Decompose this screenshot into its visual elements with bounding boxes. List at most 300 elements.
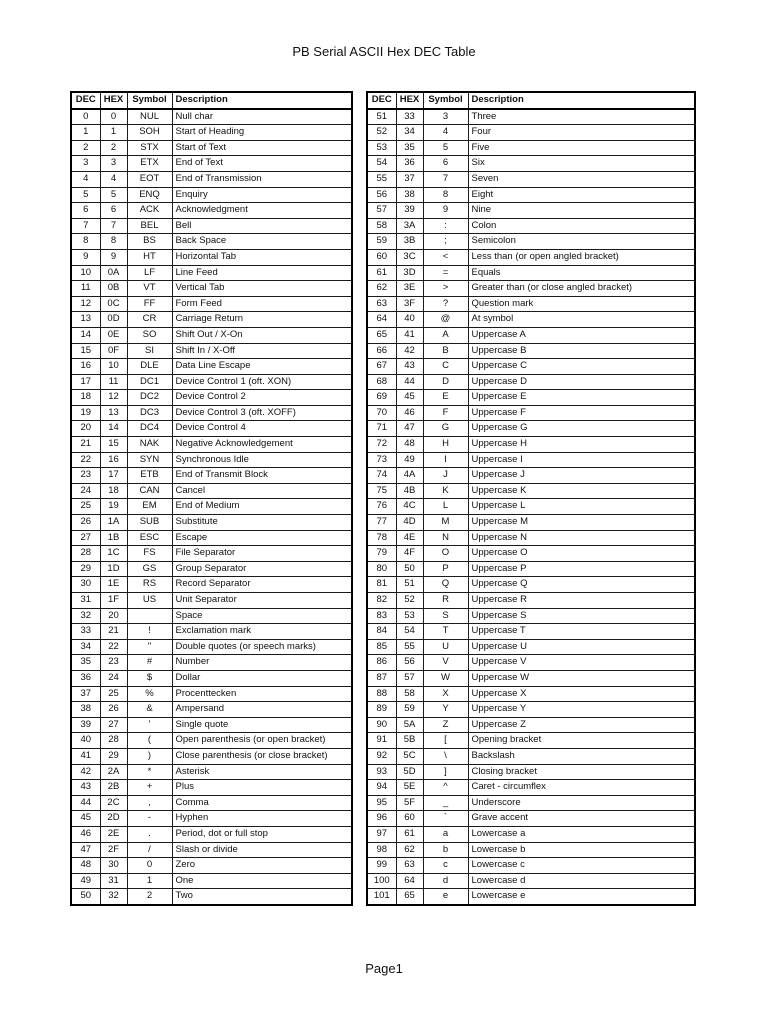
dec-cell: 4 [71, 171, 100, 187]
dec-cell: 79 [367, 546, 396, 562]
symbol-cell: CAN [127, 483, 172, 499]
hex-cell: 58 [396, 686, 423, 702]
symbol-cell: K [423, 483, 468, 499]
description-cell: Open parenthesis (or open bracket) [172, 733, 352, 749]
description-cell: Uppercase H [468, 437, 695, 453]
hex-cell: 0C [100, 296, 127, 312]
table-row [367, 203, 695, 219]
hex-cell: 3D [396, 265, 423, 281]
symbol-cell: U [423, 639, 468, 655]
dec-cell: 45 [71, 811, 100, 827]
symbol-cell: DC1 [127, 374, 172, 390]
symbol-cell: STX [127, 140, 172, 156]
symbol-cell: NAK [127, 437, 172, 453]
table-row [71, 826, 352, 842]
hex-cell: 9 [100, 249, 127, 265]
dec-cell: 3 [71, 156, 100, 172]
hex-cell: 4A [396, 468, 423, 484]
hex-cell: 59 [396, 702, 423, 718]
table-row [71, 281, 352, 297]
dec-cell: 82 [367, 593, 396, 609]
dec-cell: 41 [71, 748, 100, 764]
description-cell: Less than (or open angled bracket) [468, 249, 695, 265]
symbol-cell: G [423, 421, 468, 437]
description-cell: Start of Text [172, 140, 352, 156]
table-row [367, 748, 695, 764]
symbol-cell: & [127, 702, 172, 718]
description-cell: Semicolon [468, 234, 695, 250]
hex-cell: 5E [396, 780, 423, 796]
hex-cell: 5 [100, 187, 127, 203]
description-cell: Four [468, 125, 695, 141]
symbol-cell: 5 [423, 140, 468, 156]
hex-cell: 21 [100, 624, 127, 640]
description-cell: Colon [468, 218, 695, 234]
dec-cell: 13 [71, 312, 100, 328]
table-row [71, 748, 352, 764]
dec-cell: 88 [367, 686, 396, 702]
table-row [367, 327, 695, 343]
table-row [367, 842, 695, 858]
description-cell: Uppercase Z [468, 717, 695, 733]
description-cell: Uppercase W [468, 670, 695, 686]
dec-cell: 97 [367, 826, 396, 842]
description-cell: Uppercase N [468, 530, 695, 546]
dec-cell: 58 [367, 218, 396, 234]
description-cell: Uppercase E [468, 390, 695, 406]
table-row [71, 858, 352, 874]
description-column-header: Description [172, 92, 352, 109]
hex-cell: 1E [100, 577, 127, 593]
symbol-cell: + [127, 780, 172, 796]
hex-cell: 28 [100, 733, 127, 749]
table-row [71, 140, 352, 156]
dec-cell: 11 [71, 281, 100, 297]
hex-cell: 0E [100, 327, 127, 343]
description-cell: Uppercase B [468, 343, 695, 359]
symbol-cell: @ [423, 312, 468, 328]
table-row [367, 795, 695, 811]
table-row [367, 873, 695, 889]
symbol-cell: ( [127, 733, 172, 749]
hex-cell: 4 [100, 171, 127, 187]
description-cell: Number [172, 655, 352, 671]
symbol-cell: EM [127, 499, 172, 515]
dec-cell: 24 [71, 483, 100, 499]
dec-cell: 80 [367, 561, 396, 577]
hex-cell: 27 [100, 717, 127, 733]
symbol-cell: T [423, 624, 468, 640]
symbol-cell: 2 [127, 889, 172, 905]
symbol-cell: DLE [127, 359, 172, 375]
table-row [367, 702, 695, 718]
symbol-cell: 7 [423, 171, 468, 187]
table-row [71, 343, 352, 359]
table-row [71, 811, 352, 827]
dec-cell: 89 [367, 702, 396, 718]
symbol-cell: F [423, 405, 468, 421]
symbol-cell: R [423, 593, 468, 609]
hex-cell: 6 [100, 203, 127, 219]
dec-cell: 83 [367, 608, 396, 624]
dec-cell: 63 [367, 296, 396, 312]
table-row [71, 873, 352, 889]
description-cell: Period, dot or full stop [172, 826, 352, 842]
description-cell: Three [468, 109, 695, 125]
symbol-column-header: Symbol [127, 92, 172, 109]
description-cell: End of Text [172, 156, 352, 172]
dec-cell: 31 [71, 593, 100, 609]
hex-cell: 50 [396, 561, 423, 577]
description-cell: Enquiry [172, 187, 352, 203]
ascii-table-left [70, 91, 353, 906]
dec-cell: 17 [71, 374, 100, 390]
symbol-cell: S [423, 608, 468, 624]
table-row [71, 655, 352, 671]
hex-cell: 56 [396, 655, 423, 671]
dec-cell: 49 [71, 873, 100, 889]
hex-cell: 12 [100, 390, 127, 406]
description-cell: Uppercase G [468, 421, 695, 437]
description-cell: Question mark [468, 296, 695, 312]
table-row [71, 171, 352, 187]
table-row [71, 125, 352, 141]
description-cell: Lowercase a [468, 826, 695, 842]
description-cell: Hyphen [172, 811, 352, 827]
symbol-cell: ENQ [127, 187, 172, 203]
hex-cell: 3C [396, 249, 423, 265]
description-cell: At symbol [468, 312, 695, 328]
description-cell: Carriage Return [172, 312, 352, 328]
table-row [367, 296, 695, 312]
description-cell: Underscore [468, 795, 695, 811]
hex-cell: 2C [100, 795, 127, 811]
hex-cell: 26 [100, 702, 127, 718]
description-cell: Lowercase b [468, 842, 695, 858]
dec-cell: 91 [367, 733, 396, 749]
symbol-cell: Z [423, 717, 468, 733]
table-row [367, 390, 695, 406]
table-row [367, 125, 695, 141]
symbol-cell: 4 [423, 125, 468, 141]
symbol-cell: ESC [127, 530, 172, 546]
symbol-cell: L [423, 499, 468, 515]
symbol-cell: 9 [423, 203, 468, 219]
hex-cell: 48 [396, 437, 423, 453]
table-row [71, 733, 352, 749]
description-cell: Backslash [468, 748, 695, 764]
hex-cell: 4F [396, 546, 423, 562]
table-row [71, 234, 352, 250]
description-cell: Uppercase C [468, 359, 695, 375]
hex-cell: 60 [396, 811, 423, 827]
hex-cell: 39 [396, 203, 423, 219]
dec-cell: 18 [71, 390, 100, 406]
table-row [71, 686, 352, 702]
description-column-header: Description [468, 92, 695, 109]
description-cell: Shift In / X-Off [172, 343, 352, 359]
table-row [71, 608, 352, 624]
hex-cell: 46 [396, 405, 423, 421]
dec-cell: 37 [71, 686, 100, 702]
hex-cell: 33 [396, 109, 423, 125]
dec-cell: 25 [71, 499, 100, 515]
symbol-cell: c [423, 858, 468, 874]
hex-cell: 5F [396, 795, 423, 811]
symbol-cell: 6 [423, 156, 468, 172]
dec-cell: 57 [367, 203, 396, 219]
table-row [71, 249, 352, 265]
description-cell: Uppercase A [468, 327, 695, 343]
description-cell: Single quote [172, 717, 352, 733]
description-cell: Two [172, 889, 352, 905]
description-cell: Uppercase Y [468, 702, 695, 718]
table-row [367, 546, 695, 562]
symbol-cell: NUL [127, 109, 172, 125]
dec-cell: 96 [367, 811, 396, 827]
table-row [367, 249, 695, 265]
dec-cell: 65 [367, 327, 396, 343]
hex-cell: 2 [100, 140, 127, 156]
symbol-cell: FS [127, 546, 172, 562]
description-cell: Uppercase R [468, 593, 695, 609]
dec-cell: 30 [71, 577, 100, 593]
description-cell: Zero [172, 858, 352, 874]
symbol-cell: A [423, 327, 468, 343]
symbol-cell: / [127, 842, 172, 858]
dec-cell: 23 [71, 468, 100, 484]
hex-cell: 2A [100, 764, 127, 780]
table-row [71, 515, 352, 531]
symbol-cell: : [423, 218, 468, 234]
dec-cell: 1 [71, 125, 100, 141]
table-row [71, 546, 352, 562]
description-cell: Lowercase d [468, 873, 695, 889]
description-cell: Uppercase J [468, 468, 695, 484]
description-cell: Shift Out / X-On [172, 327, 352, 343]
description-cell: File Separator [172, 546, 352, 562]
dec-cell: 67 [367, 359, 396, 375]
dec-cell: 20 [71, 421, 100, 437]
dec-cell: 62 [367, 281, 396, 297]
dec-cell: 59 [367, 234, 396, 250]
table-row [367, 156, 695, 172]
description-cell: Uppercase X [468, 686, 695, 702]
description-cell: Equals [468, 265, 695, 281]
dec-cell: 38 [71, 702, 100, 718]
table-row [367, 312, 695, 328]
description-cell: Horizontal Tab [172, 249, 352, 265]
symbol-cell: , [127, 795, 172, 811]
description-cell: Uppercase T [468, 624, 695, 640]
dec-cell: 5 [71, 187, 100, 203]
table-row [367, 343, 695, 359]
dec-cell: 98 [367, 842, 396, 858]
table-row [71, 156, 352, 172]
hex-cell: 53 [396, 608, 423, 624]
description-cell: Device Control 2 [172, 390, 352, 406]
description-cell: Acknowledgment [172, 203, 352, 219]
symbol-cell: J [423, 468, 468, 484]
hex-cell: 3F [396, 296, 423, 312]
table-row [367, 515, 695, 531]
hex-cell: 2D [100, 811, 127, 827]
hex-cell: 3 [100, 156, 127, 172]
dec-cell: 39 [71, 717, 100, 733]
description-cell: Seven [468, 171, 695, 187]
table-row [71, 265, 352, 281]
description-cell: Lowercase e [468, 889, 695, 905]
hex-cell: 62 [396, 842, 423, 858]
hex-cell: 37 [396, 171, 423, 187]
table-row [71, 717, 352, 733]
symbol-cell: SUB [127, 515, 172, 531]
dec-cell: 92 [367, 748, 396, 764]
table-row [367, 359, 695, 375]
table-row [367, 437, 695, 453]
symbol-cell: O [423, 546, 468, 562]
hex-cell: 16 [100, 452, 127, 468]
symbol-cell: _ [423, 795, 468, 811]
hex-cell: 4C [396, 499, 423, 515]
description-cell: End of Transmit Block [172, 468, 352, 484]
dec-cell: 78 [367, 530, 396, 546]
description-cell: Comma [172, 795, 352, 811]
dec-cell: 42 [71, 764, 100, 780]
dec-cell: 71 [367, 421, 396, 437]
hex-cell: 18 [100, 483, 127, 499]
hex-cell: 23 [100, 655, 127, 671]
description-cell: Ampersand [172, 702, 352, 718]
symbol-cell: EOT [127, 171, 172, 187]
hex-cell: 43 [396, 359, 423, 375]
description-cell: Grave accent [468, 811, 695, 827]
hex-cell: 10 [100, 359, 127, 375]
table-row [367, 780, 695, 796]
symbol-cell: N [423, 530, 468, 546]
symbol-cell: ' [127, 717, 172, 733]
description-cell: Unit Separator [172, 593, 352, 609]
ascii-table-right [366, 91, 696, 906]
hex-cell: 42 [396, 343, 423, 359]
description-cell: Five [468, 140, 695, 156]
symbol-cell: HT [127, 249, 172, 265]
symbol-cell: % [127, 686, 172, 702]
hex-cell: 63 [396, 858, 423, 874]
table-row [367, 218, 695, 234]
symbol-cell: B [423, 343, 468, 359]
hex-cell: 13 [100, 405, 127, 421]
hex-cell: 2F [100, 842, 127, 858]
dec-cell: 101 [367, 889, 396, 905]
hex-cell: 31 [100, 873, 127, 889]
symbol-cell: BEL [127, 218, 172, 234]
hex-cell: 49 [396, 452, 423, 468]
hex-cell: 1C [100, 546, 127, 562]
hex-column-header: HEX [396, 92, 423, 109]
dec-cell: 60 [367, 249, 396, 265]
table-row [71, 483, 352, 499]
hex-cell: 2E [100, 826, 127, 842]
hex-cell: 5C [396, 748, 423, 764]
description-cell: Uppercase V [468, 655, 695, 671]
symbol-cell: ; [423, 234, 468, 250]
dec-cell: 10 [71, 265, 100, 281]
dec-cell: 51 [367, 109, 396, 125]
hex-cell: 44 [396, 374, 423, 390]
symbol-cell: ! [127, 624, 172, 640]
hex-cell: 4E [396, 530, 423, 546]
dec-cell: 7 [71, 218, 100, 234]
table-row [367, 281, 695, 297]
dec-cell: 34 [71, 639, 100, 655]
symbol-cell: X [423, 686, 468, 702]
hex-cell: 36 [396, 156, 423, 172]
hex-cell: 22 [100, 639, 127, 655]
symbol-cell: 1 [127, 873, 172, 889]
dec-cell: 93 [367, 764, 396, 780]
symbol-cell: ` [423, 811, 468, 827]
symbol-cell: ? [423, 296, 468, 312]
hex-cell: 0D [100, 312, 127, 328]
table-row [367, 624, 695, 640]
hex-cell: 40 [396, 312, 423, 328]
dec-cell: 73 [367, 452, 396, 468]
symbol-cell: SO [127, 327, 172, 343]
description-cell: Eight [468, 187, 695, 203]
symbol-cell: 8 [423, 187, 468, 203]
symbol-cell: 0 [127, 858, 172, 874]
table-row [367, 187, 695, 203]
symbol-cell: > [423, 281, 468, 297]
dec-cell: 29 [71, 561, 100, 577]
table-row [71, 390, 352, 406]
symbol-cell: b [423, 842, 468, 858]
symbol-cell: I [423, 452, 468, 468]
table-row [367, 670, 695, 686]
dec-cell: 26 [71, 515, 100, 531]
dec-cell: 69 [367, 390, 396, 406]
table-row [71, 624, 352, 640]
symbol-cell: d [423, 873, 468, 889]
dec-cell: 84 [367, 624, 396, 640]
symbol-cell: SI [127, 343, 172, 359]
symbol-cell: ] [423, 764, 468, 780]
symbol-cell: a [423, 826, 468, 842]
symbol-cell: ACK [127, 203, 172, 219]
symbol-cell: VT [127, 281, 172, 297]
dec-cell: 55 [367, 171, 396, 187]
table-row [71, 374, 352, 390]
symbol-cell: SYN [127, 452, 172, 468]
hex-cell: 11 [100, 374, 127, 390]
table-row [367, 405, 695, 421]
page-title: PB Serial ASCII Hex DEC Table [292, 44, 476, 59]
table-row [367, 608, 695, 624]
table-row [71, 437, 352, 453]
description-cell: Uppercase F [468, 405, 695, 421]
table-row [71, 499, 352, 515]
description-cell: Null char [172, 109, 352, 125]
dec-cell: 85 [367, 639, 396, 655]
symbol-cell: $ [127, 670, 172, 686]
description-cell: Device Control 1 (oft. XON) [172, 374, 352, 390]
table-row [367, 858, 695, 874]
dec-cell: 21 [71, 437, 100, 453]
page-footer: Page1 [365, 961, 403, 976]
table-row [367, 483, 695, 499]
symbol-cell: Q [423, 577, 468, 593]
